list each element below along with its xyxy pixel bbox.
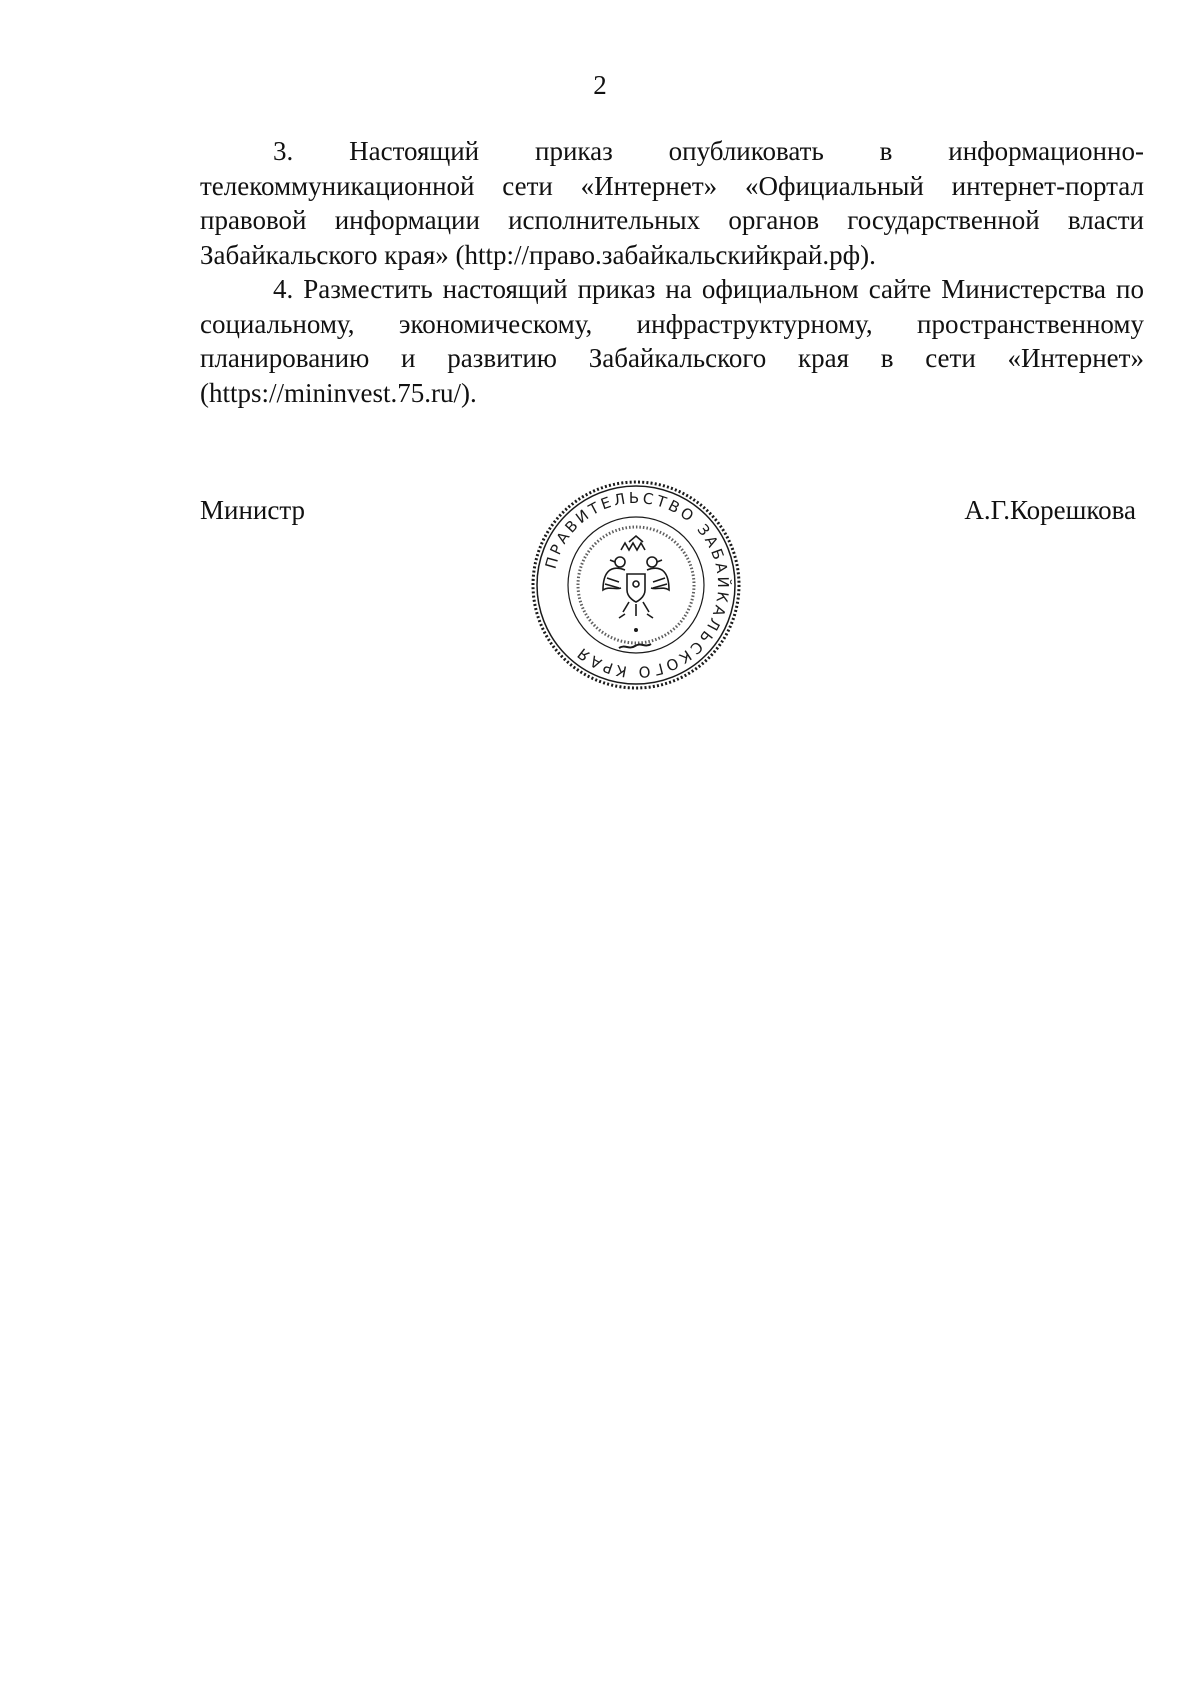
paragraph-4-word: края: [797, 343, 849, 373]
paragraph-3-first-line: [200, 134, 1144, 169]
seal-outer-ring: [533, 482, 739, 688]
paragraph-4-word: планированию: [200, 343, 370, 373]
paragraph-4-word: «Интернет»: [1007, 343, 1144, 373]
document-body: [200, 134, 1144, 410]
paragraph-4-word: в: [880, 343, 894, 373]
signatory-name: А.Г.Корешкова: [964, 495, 1136, 525]
signatory-title: Министр: [200, 495, 305, 525]
paragraph-4-word: и: [401, 343, 416, 373]
seal-dot: [634, 628, 638, 632]
paragraph-3-word: приказ: [535, 136, 613, 166]
paragraph-4-word: Забайкальского: [588, 343, 767, 373]
paragraph-3-number: 3.: [273, 136, 294, 166]
paragraph-4-word: развитию: [447, 343, 557, 373]
page-number: 2: [593, 70, 607, 100]
paragraph-3-word: информационно-: [948, 136, 1144, 166]
double-headed-eagle-icon: [603, 536, 669, 618]
paragraph-3-word: опубликовать: [668, 136, 824, 166]
paragraph-3-word: в: [879, 136, 893, 166]
paragraph-4-text: 4. Разместить настоящий приказ на официальном сайте Министерства по социальному, экономическому, инфраструктурному, пространственному: [200, 274, 1144, 339]
paragraph-3: [200, 134, 1144, 169]
seal-inner-border: [568, 517, 704, 653]
official-seal-stamp: [529, 478, 743, 692]
seal-lettering: ПРАВИТЕЛЬСТВО ЗАБАЙКАЛЬСКОГО КРАЯ: [541, 488, 733, 682]
paragraph-3-text: телекоммуникационной сети «Интернет» «Официальный интернет-портал правовой информации исполнительных органов государственной власти Забайкальского края» (http://право.забайкальскийкрай.рф).: [200, 170, 1144, 270]
seal-inner-text-ring: [578, 527, 694, 643]
paragraph-3-word: Настоящий: [349, 136, 480, 166]
paragraph-4-word: сети: [925, 343, 976, 373]
paragraph-4-line-3: [200, 341, 1144, 376]
seal-outer-border: [537, 486, 735, 684]
seal-ink-mark: [619, 644, 651, 648]
paragraph-4-link-line: (https://mininvest.75.ru/).: [200, 377, 477, 408]
